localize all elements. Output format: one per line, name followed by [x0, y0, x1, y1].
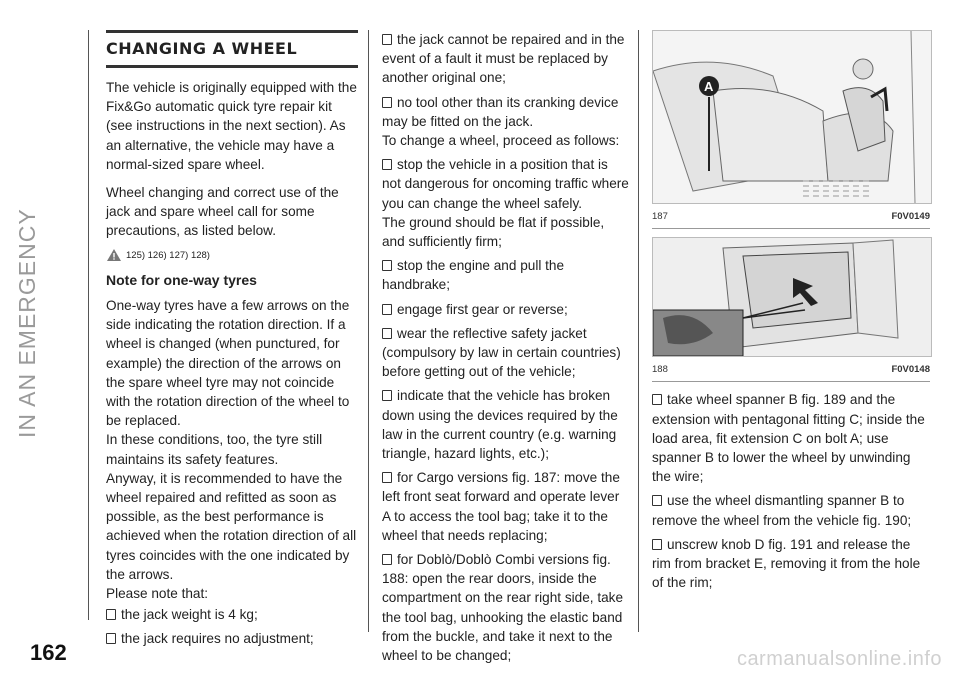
list-item: no tool other than its cranking device may be fitted on the jack.: [382, 94, 619, 129]
list-item: unscrew knob D fig. 191 and release the rim from bracket E, removing it from the hole of the rim;: [652, 536, 921, 591]
figure-188: [652, 237, 932, 357]
paragraph: In these conditions, too, the tyre still maintains its safety features.: [106, 432, 323, 467]
checkbox-bullet-icon: [382, 390, 392, 401]
checkbox-bullet-icon: [382, 472, 392, 483]
column-1: [106, 30, 358, 654]
checkbox-bullet-icon: [652, 394, 662, 405]
watermark: carmanualsonline.info: [736, 648, 942, 670]
subheading: Note for one-way tyres: [106, 271, 257, 288]
list-item: take wheel spanner B fig. 189 and the extension with pentagonal fitting C; inside the load area, fit extension C on bolt A; use spanner B to lower the wheel by unwinding the wire;: [652, 392, 925, 485]
column-divider: [638, 30, 639, 632]
warning-triangle-icon: [106, 248, 122, 262]
warning-refs-text: 125) 126) 127) 128): [126, 249, 210, 261]
checkbox-bullet-icon: [382, 260, 392, 271]
checkbox-bullet-icon: [106, 609, 116, 620]
list-item: engage first gear or reverse;: [382, 300, 630, 319]
paragraph: Wheel changing and correct use of the jack and spare wheel call for some precautions, as listed below.: [106, 185, 339, 239]
callout-label: A: [704, 79, 714, 94]
figure-number: 188: [652, 364, 668, 376]
warning-references: [106, 246, 358, 265]
checkbox-bullet-icon: [382, 554, 392, 565]
list-item: the jack weight is 4 kg;: [106, 605, 358, 624]
page-number: 162: [30, 640, 67, 665]
list-item: the jack cannot be repaired and in the event of a fault it must be replaced by another original one;: [382, 32, 625, 86]
list-item: for Cargo versions fig. 187: move the left front seat forward and operate lever A to access the tool bag; take it to the wheel that needs replacing;: [382, 470, 620, 543]
paragraph: To change a wheel, proceed as follows:: [382, 133, 620, 149]
section-title: CHANGING A WHEEL: [106, 39, 298, 58]
heading-rule: [106, 30, 358, 33]
list-item: the jack requires no adjustment;: [106, 629, 358, 648]
column-divider: [368, 30, 369, 632]
paragraph: One-way tyres have a few arrows on the side indicating the rotation direction. If a wheel is changed (when punctured, for example) the direction of the arrows on the spare wheel tyre may not coincide with the rotation direction of the wheel to be replaced.: [106, 298, 350, 429]
checkbox-bullet-icon: [382, 304, 392, 315]
checkbox-bullet-icon: [382, 97, 392, 108]
figure-caption: [652, 207, 930, 229]
figure-code: F0V0148: [891, 364, 930, 376]
heading-rule: [106, 65, 358, 68]
checkbox-bullet-icon: [382, 159, 392, 170]
checkbox-bullet-icon: [382, 328, 392, 339]
paragraph: The ground should be flat if possible, and sufficiently firm;: [382, 214, 605, 250]
list-item: wear the reflective safety jacket (compulsory by law in certain countries) before getting out of the vehicle;: [382, 325, 621, 380]
seat-tool-bag-illustration: [653, 31, 931, 203]
section-side-title: IN AN EMERGENCY: [14, 208, 40, 438]
list-item: stop the engine and pull the handbrake;: [382, 258, 565, 293]
paragraph: Please note that:: [106, 586, 209, 602]
side-divider: [88, 30, 89, 620]
checkbox-bullet-icon: [106, 633, 116, 644]
checkbox-bullet-icon: [382, 34, 392, 45]
figure-caption: [652, 360, 930, 382]
figure-code: F0V0149: [891, 211, 930, 222]
checkbox-bullet-icon: [652, 539, 662, 550]
list-item: indicate that the vehicle has broken down using the devices required by the law in the current country (e.g. warning triangle, hazard lights, etc.);: [382, 388, 618, 462]
figure-number: 187: [652, 211, 668, 222]
figure-187: [652, 30, 932, 204]
column-3: [652, 30, 930, 597]
list-item: for Doblò/Doblò Combi versions fig. 188: open the rear doors, inside the compartment on the rear right side, take the tool bag, unhooking the elastic band from the buckle, and take it next to the wheel to be changed;: [382, 552, 624, 664]
list-item: stop the vehicle in a position that is not dangerous for oncoming traffic where you can change the wheel safely.: [382, 157, 629, 211]
checkbox-bullet-icon: [652, 495, 662, 506]
paragraph: The vehicle is originally equipped with the Fix&Go automatic quick tyre repair kit (see instructions in the next section). As an alternative, the vehicle may have a normal-sized spare wheel.: [106, 80, 357, 172]
column-2: [382, 30, 630, 670]
list-item: use the wheel dismantling spanner B to remove the wheel from the vehicle fig. 190;: [652, 493, 912, 528]
paragraph: Anyway, it is recommended to have the wheel repaired and refitted as soon as possible, as the best performance is achieved when the rotation direction of all tyres coincides with the one indicated by the arrows.: [106, 470, 357, 582]
rear-compartment-illustration: [653, 238, 931, 356]
